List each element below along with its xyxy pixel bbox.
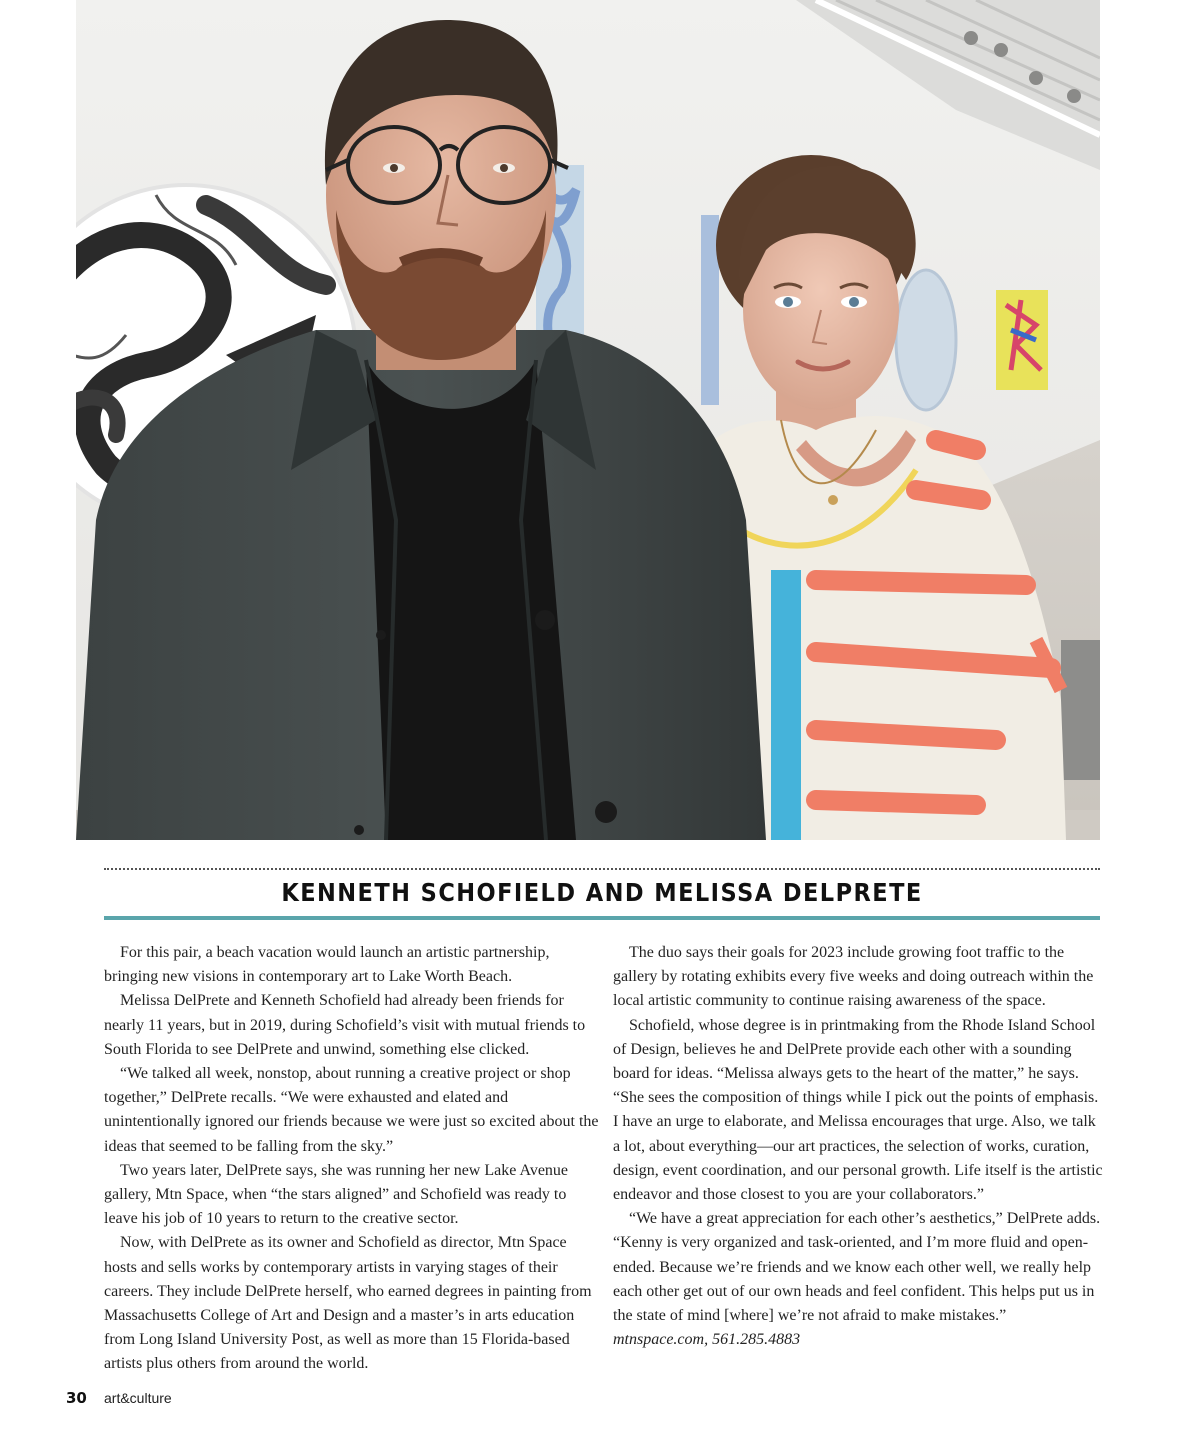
paragraph: Two years later, DelPrete says, she was running her new Lake Avenue gallery, Mtn Space, when “the stars aligned” and Schofield was ready to leave his job of 10 years to return to the creative sector. xyxy=(104,1161,569,1228)
feature-photo xyxy=(76,0,1100,840)
paragraph: “We talked all week, nonstop, about running a creative project or shop together,” DelPrete recalls. “We were exhausted and elated and unintentionally ignored our friends because we were just so excited about the ideas that seemed to be falling from the sky.” xyxy=(104,1065,599,1155)
paragraph-text: “We have a great appreciation for each other’s aesthetics,” DelPrete adds. “Kenny is very organized and task-oriented, and I’m more fluid and open-ended. Because we’re friends and we know each other well, we really help each other get out of our own heads and feel confident. This helps put us in the state of mind [where] we’re not afraid to make mistakes.” xyxy=(613,1210,1101,1325)
paragraph: Schofield, whose degree is in printmaking from the Rhode Island School of Design, believes he and DelPrete provide each other with a sounding board for ideas. “Melissa always gets to the heart of the matter,” he says. “She sees the composition of things while I pick out the points of emphasis. I have an urge to elaborate, and Melissa encourages that urge. Also, we talk a lot, about everything—our art practices, the selection of works, curation, design, event coordination, and our personal growth. Life itself is the artistic endeavor and those closest to you are your collaborators.” xyxy=(613,1016,1103,1204)
paragraph: Now, with DelPrete as its owner and Schofield as director, Mtn Space hosts and sells works by contemporary artists in varying stages of their careers. They include DelPrete herself, who earned degrees in painting from Massachusetts College of Art and Design and a master’s in arts education from Long Island University Post, as well as more than 15 Florida-based artists plus others from around the world. xyxy=(104,1234,592,1373)
right-column xyxy=(613,941,1103,1352)
article-headline: KENNETH SCHOFIELD AND MELISSA DELPRETE xyxy=(281,878,923,907)
dotted-divider xyxy=(104,868,1100,870)
accent-divider xyxy=(104,916,1100,920)
page-number: 30 xyxy=(66,1389,87,1407)
section-name: art&culture xyxy=(104,1390,172,1406)
paragraph xyxy=(613,1207,1103,1352)
paragraph: Melissa DelPrete and Kenneth Schofield had already been friends for nearly 11 years, but in 2019, during Schofield’s visit with mutual friends to South Florida to see DelPrete and unwind, something else clicked. xyxy=(104,992,586,1058)
paragraph: The duo says their goals for 2023 include growing foot traffic to the gallery by rotating exhibits every five weeks and doing outreach within the local artistic community to continue raising awareness of the space. xyxy=(613,944,1094,1010)
contact-credit: mtnspace.com, 561.285.4883 xyxy=(613,1331,801,1349)
left-column xyxy=(104,941,600,1377)
paragraph: For this pair, a beach vacation would launch an artistic partnership, bringing new visions in contemporary art to Lake Worth Beach. xyxy=(104,944,550,986)
